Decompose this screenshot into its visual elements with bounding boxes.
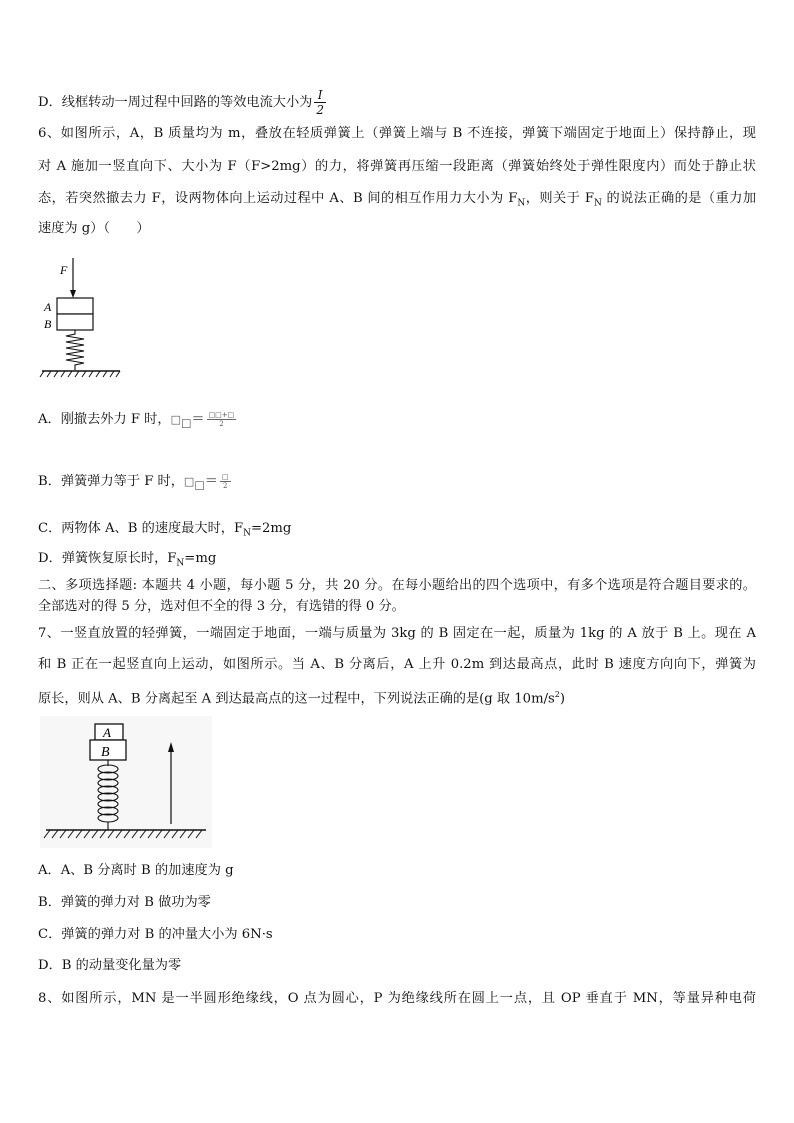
- q6-option-c: C．两物体 A、B 的速度最大时，$F_N=2mg$: [38, 521, 292, 539]
- section2-line-1: 二、多项选择题: 本题共 4 小题，每小题 5 分，共 20 分。在每小题给出的四个选项中，有多个选项是符合题目要求的。: [38, 578, 756, 593]
- q6-option-b: B．弹簧弹力等于 F 时，$□_□=$ $\frac{□}{2}$: [38, 473, 229, 492]
- option-d-prev: D．线框转动一周过程中回路的等效电流大小为 $\frac{I}{2}$: [38, 88, 324, 117]
- block-b: [57, 314, 93, 330]
- spring: [66, 330, 84, 370]
- q8-line-1: 8、如图所示，MN 是一半圆形绝缘线，O 点为圆心，P 为绝缘线所在圆上一点，且 OP 垂直于 MN，等量异种电荷: [38, 991, 756, 1006]
- q6-line-4: 速度为 g）（ ）: [38, 221, 150, 236]
- q6-option-a: A．刚撤去外力 F 时，$□_□=$ $\frac{□□+□}{2}$: [38, 411, 235, 430]
- label-b: B: [101, 745, 110, 760]
- q7-option-c: C．弹簧的弹力对 B 的冲量大小为 6N·s: [38, 927, 273, 942]
- q7-option-b: B．弹簧的弹力对 B 做功为零: [38, 895, 211, 910]
- label-b: B: [44, 317, 52, 331]
- figure-background: [40, 716, 212, 848]
- block-a: [57, 298, 93, 314]
- force-label: F: [60, 263, 68, 277]
- force-arrowhead: [70, 290, 76, 298]
- q6-line-1: 6、如图所示，A，B 质量均为 m，叠放在轻质弹簧上（弹簧上端与 B 不连接，弹簧下端固定于地面上）保持静止，现: [38, 126, 756, 141]
- ground-hatch: [40, 371, 120, 377]
- q6-line-2: 对 A 施加一竖直向下、大小为 F（F>2mg）的力，将弹簧再压缩一段距离（弹簧始终处于弹性限度内）而处于静止状: [38, 159, 756, 174]
- q7-line-1: 7、一竖直放置的轻弹簧，一端固定于地面，一端与质量为 3kg 的 B 固定在一起，质量为 1kg 的 A 放于 B 上。现在 A: [38, 626, 756, 641]
- q7-line-2: 和 B 正在一起竖直向上运动，如图所示。当 A、B 分离后，A 上升 0.2m 到达最高点，此时 B 速度方向向下，弹簧为: [38, 657, 756, 672]
- q7-spring-figure: [40, 716, 212, 848]
- q7-line-3: 原长，则从 A、B 分离起至 A 到达最高点的这一过程中，下列说法正确的是(g 取 $10m/s^2$): [38, 690, 566, 707]
- q6-line-3: 态，若突然撤去力 F，设两物体向上运动过程中 A、B 间的相互作用力大小为 $F_N$，则关于 $F_N$ 的说法正确的是（重力加: [38, 191, 757, 209]
- label-a: A: [103, 725, 111, 740]
- q6-spring-figure: [36, 252, 126, 382]
- fraction-i-over-2: $\frac{I}{2}$: [316, 88, 324, 117]
- q7-option-a: A．A、B 分离时 B 的加速度为 g: [38, 863, 234, 878]
- q6-option-d: D．弹簧恢复原长时，$F_N=mg$: [38, 551, 217, 569]
- section2-line-2: 全部选对的得 5 分，选对但不全的得 3 分，有选错的得 0 分。: [38, 599, 405, 614]
- label-a: A: [44, 300, 52, 314]
- q7-option-d: D．B 的动量变化量为零: [38, 958, 182, 973]
